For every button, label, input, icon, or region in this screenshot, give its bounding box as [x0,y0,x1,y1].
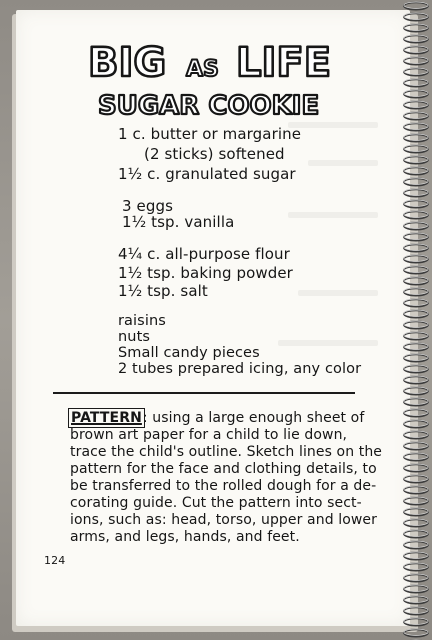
bleed-through-mark [278,340,378,346]
ingredient-line: (2 sticks) softened [144,145,285,163]
pattern-line: trace the child's outline. Sketch lines on the [70,444,383,460]
pattern-label: PATTERN [71,410,142,426]
ingredient-line: 4¼ c. all-purpose flour [118,245,290,263]
title-life: LIFE [236,40,332,86]
pattern-line: arms, and legs, hands, and feet. [70,529,300,545]
ingredient-line: nuts [118,329,151,345]
bleed-through-mark [308,160,378,166]
title-as: AS [186,57,219,82]
ingredient-line: Small candy pieces [118,345,260,361]
pattern-line: ions, such as: head, torso, upper and lower [70,512,378,528]
ingredient-line: 1½ tsp. salt [118,282,208,300]
ingredient-line: 2 tubes prepared icing, any color [118,361,362,377]
ingredient-line: 3 eggs [122,197,173,215]
pattern-line: brown art paper for a child to lie down, [70,427,348,443]
bleed-through-mark [288,212,378,218]
page-number: 124 [44,554,66,567]
pattern-line: corating guide. Cut the pattern into sect- [70,495,362,511]
title-sugar-cookie: SUGAR COOKIE [98,91,320,121]
ingredient-line: 1 c. butter or margarine [118,125,302,143]
pattern-line: pattern for the face and clothing details, to [70,461,377,477]
section-divider [53,392,355,394]
pattern-line: : using a large enough sheet of [142,410,365,426]
pattern-line: be transferred to the rolled dough for a de- [70,478,377,494]
recipe-title [70,30,370,130]
spiral-binding [400,0,432,640]
ingredient-line: raisins [118,313,166,329]
title-big: BIG [88,40,167,86]
ingredient-line: 1½ tsp. vanilla [122,213,235,231]
ingredient-line: 1½ tsp. baking powder [118,264,293,282]
ingredient-line: 1½ c. granulated sugar [118,165,296,183]
bleed-through-mark [298,290,378,296]
pattern-first-line [70,410,364,426]
